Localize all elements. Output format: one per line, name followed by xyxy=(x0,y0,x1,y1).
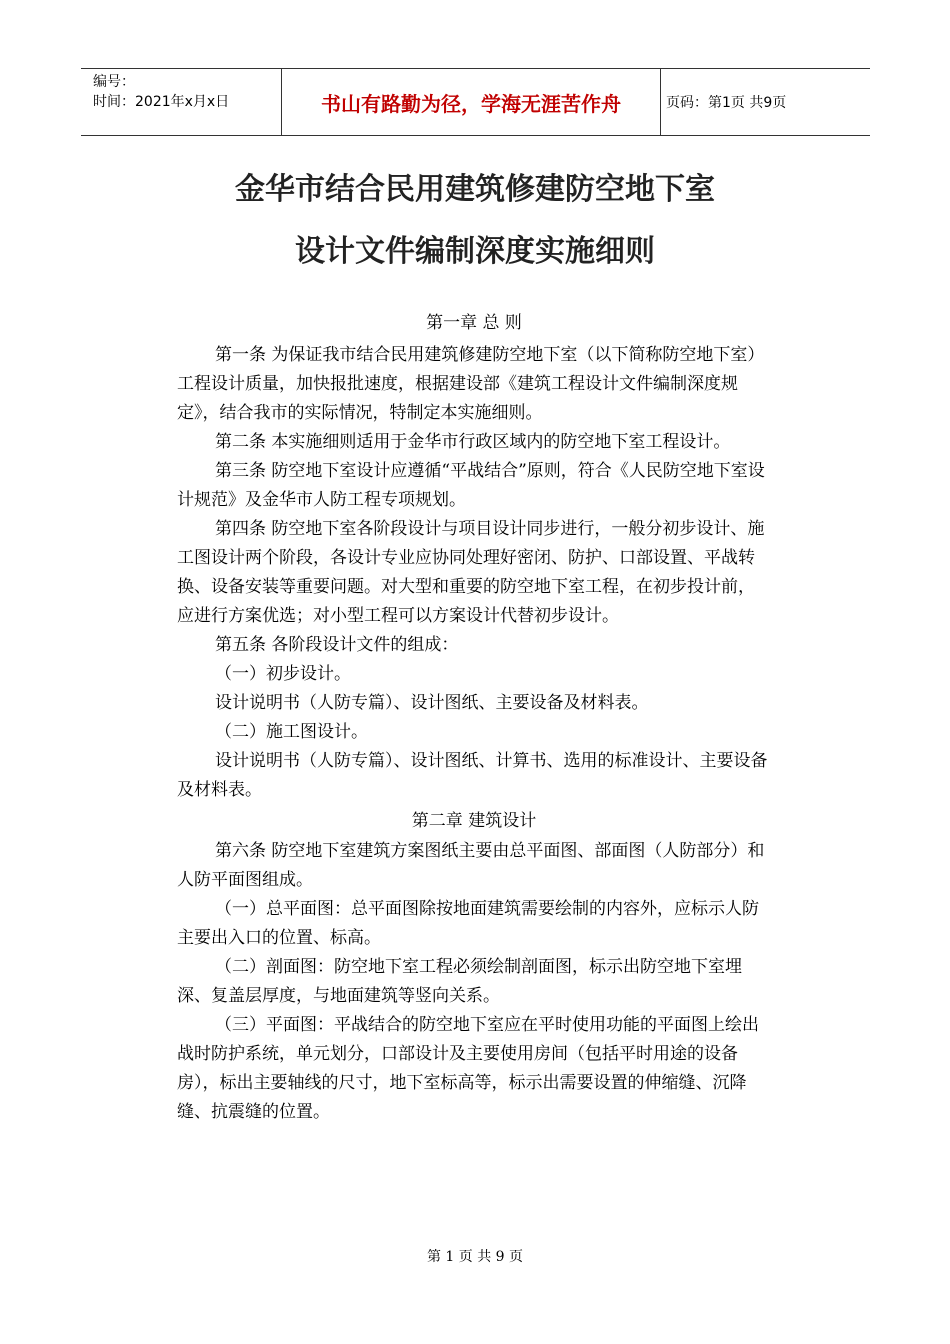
article-paragraph: 第四条 防空地下室各阶段设计与项目设计同步进行，一般分初步设计、施工图设计两个阶段，各设计专业应协同处理好密闭、防护、口部设置、平战转换、设备安装等重要问题。对大型和重要的防空地下室工程，在初步投计前，应进行方案优选；对小型工程可以方案设计代替初步设计。 xyxy=(177,519,765,626)
chapter-heading: 第一章 总 则 xyxy=(426,313,522,333)
page-header xyxy=(81,68,870,136)
article-paragraph: 第五条 各阶段设计文件的组成： xyxy=(215,635,459,655)
list-item-detail: 设计说明书（人防专篇）、设计图纸、主要设备及材料表。 xyxy=(215,693,649,713)
list-item: （三）平面图：平战结合的防空地下室应在平时使用功能的平面图上绘出战时防护系统，单元划分，口部设计及主要使用房间（包括平时用途的设备房），标出主要轴线的尺寸，地下室标高等，标示出需要设置的伸缩缝、沉降缝、抗震缝的位置。 xyxy=(177,1015,759,1122)
article-paragraph: 第二条 本实施细则适用于金华市行政区域内的防空地下室工程设计。 xyxy=(215,432,731,452)
list-item: （一）总平面图：总平面图除按地面建筑需要绘制的内容外，应标示人防主要出入口的位置、标高。 xyxy=(177,899,759,948)
document-title-line1: 金华市结合民用建筑修建防空地下室 xyxy=(235,172,715,207)
time-label: 时间：2021年x月x日 xyxy=(93,94,230,110)
header-meta xyxy=(81,69,281,135)
header-motto: 书山有路勤为径，学海无涯苦作舟 xyxy=(281,69,661,135)
chapter-heading: 第二章 建筑设计 xyxy=(411,811,537,831)
document-title-line2: 设计文件编制深度实施细则 xyxy=(295,234,655,269)
number-label: 编号： xyxy=(93,74,135,90)
list-item: （二）施工图设计。 xyxy=(215,722,368,742)
article-paragraph: 第六条 防空地下室建筑方案图纸主要由总平面图、部面图（人防部分）和人防平面图组成。 xyxy=(177,841,765,890)
page-footer: 第 1 页 共 9 页 xyxy=(426,1249,524,1265)
list-item: （一）初步设计。 xyxy=(215,664,351,684)
list-item-detail: 设计说明书（人防专篇）、设计图纸、计算书、选用的标准设计、主要设备及材料表。 xyxy=(177,751,768,800)
list-item: （二）剖面图：防空地下室工程必须绘制剖面图，标示出防空地下室埋深、复盖层厚度，与地面建筑等竖向关系。 xyxy=(177,957,742,1006)
header-page-number: 页码：第1页 共9页 xyxy=(666,95,787,111)
article-paragraph: 第一条 为保证我市结合民用建筑修建防空地下室（以下简称防空地下室）工程设计质量，加快报批速度，根据建设部《建筑工程设计文件编制深度规定》，结合我市的实际情况，特制定本实施细则。 xyxy=(177,345,765,423)
article-paragraph: 第三条 防空地下室设计应遵循“平战结合”原则，符合《人民防空地下室设计规范》及金华市人防工程专项规划。 xyxy=(177,461,765,510)
document-body xyxy=(177,300,771,1127)
